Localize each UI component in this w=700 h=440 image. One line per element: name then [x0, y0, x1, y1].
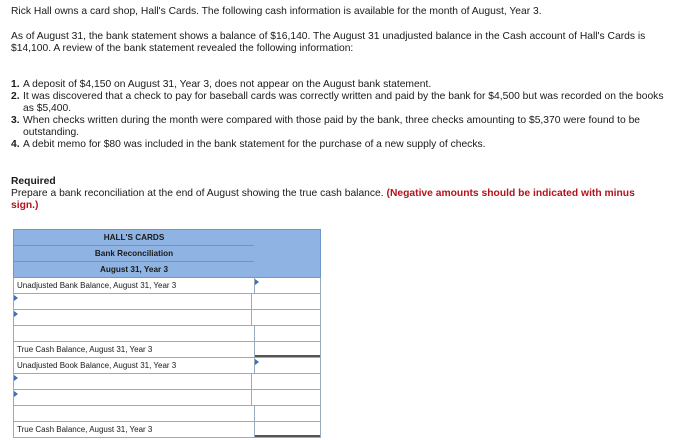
- item-text: A deposit of $4,150 on August 31, Year 3, does not appear on the August bank statement.: [23, 79, 432, 90]
- item-text: A debit memo for $80 was included in the bank statement for the purchase of a new supply of checks.: [23, 139, 486, 150]
- empty-cell: [255, 326, 320, 341]
- bank-adjustment-label-input[interactable]: [14, 310, 251, 325]
- book-balance-amount-cell: [255, 358, 320, 373]
- intro-text: Rick Hall owns a card shop, Hall's Cards. The following cash information is available for the month of August, Year 3.: [11, 6, 542, 17]
- adjustment-label-cell: [14, 390, 252, 405]
- bank-balance-amount-cell: [255, 278, 320, 293]
- table-row: [13, 278, 321, 294]
- table-header: [13, 229, 321, 278]
- input-marker-icon: [14, 311, 18, 317]
- table-row: [13, 390, 321, 406]
- item-number: 2.: [11, 91, 20, 102]
- item-number: 1.: [11, 79, 20, 90]
- list-item: [11, 79, 671, 91]
- input-marker-icon: [255, 279, 259, 285]
- input-marker-icon: [255, 359, 259, 365]
- statement-date: August 31, Year 3: [14, 261, 254, 277]
- input-marker-icon: [14, 391, 18, 397]
- required-text: [11, 188, 661, 212]
- bank-true-cash-amount-cell: [255, 342, 320, 357]
- empty-cell: [14, 326, 255, 341]
- adjustment-label-cell: [14, 294, 252, 309]
- statement-title: Bank Reconciliation: [14, 245, 254, 261]
- table-row: [13, 374, 321, 390]
- table-row: [13, 422, 321, 438]
- adjustment-label-cell: [14, 374, 252, 389]
- bank-adjustment-label-input[interactable]: [14, 294, 251, 309]
- adjustment-amount-cell: [252, 310, 320, 325]
- item-number: 3.: [11, 115, 20, 126]
- negative-amounts-note: (Negative amounts should be indicated with minus sign.): [11, 188, 635, 211]
- book-adjustment-label-input[interactable]: [14, 374, 251, 389]
- adjustment-label-cell: [14, 310, 252, 325]
- empty-cell: [255, 406, 320, 421]
- bank-reconciliation-table: [13, 229, 321, 438]
- item-number: 4.: [11, 139, 20, 150]
- item-text: It was discovered that a check to pay for baseball cards was correctly written and paid by the bank for $4,500 but was recorded on the books as $5,400.: [23, 91, 664, 114]
- bank-balance-label: Unadjusted Bank Balance, August 31, Year 3: [14, 278, 255, 293]
- book-balance-label: Unadjusted Book Balance, August 31, Year 3: [14, 358, 255, 373]
- input-marker-icon: [14, 375, 18, 381]
- adjustment-amount-cell: [252, 294, 320, 309]
- table-row: [13, 310, 321, 326]
- empty-cell: [14, 406, 255, 421]
- company-name: HALL'S CARDS: [103, 233, 165, 242]
- information-list: [11, 79, 671, 151]
- book-adjustment-label-input[interactable]: [14, 390, 251, 405]
- list-item: [11, 115, 671, 139]
- required-heading: Required: [11, 176, 56, 187]
- book-true-cash-amount-input[interactable]: [255, 426, 320, 439]
- table-row: [13, 358, 321, 374]
- bank-true-cash-label: True Cash Balance, August 31, Year 3: [14, 342, 255, 357]
- table-row: [13, 326, 321, 342]
- required-instruction: Prepare a bank reconciliation at the end of August showing the true cash balance.: [11, 188, 384, 199]
- table-row: [13, 406, 321, 422]
- book-true-cash-amount-cell: [255, 422, 320, 437]
- list-item: [11, 139, 671, 151]
- table-row: [13, 294, 321, 310]
- input-marker-icon: [14, 295, 18, 301]
- problem-paragraph: As of August 31, the bank statement shows a balance of $16,140. The August 31 unadjusted balance in the Cash account of Hall's Cards is $14,100. A review of the bank statement revealed the following information:: [11, 31, 646, 54]
- adjustment-amount-cell: [252, 390, 320, 405]
- item-text: When checks written during the month were compared with those paid by the bank, three checks amounting to $5,370 were found to be outstanding.: [23, 115, 641, 138]
- adjustment-amount-cell: [252, 374, 320, 389]
- book-true-cash-label: True Cash Balance, August 31, Year 3: [14, 422, 255, 437]
- table-row: [13, 342, 321, 358]
- list-item: [11, 91, 671, 115]
